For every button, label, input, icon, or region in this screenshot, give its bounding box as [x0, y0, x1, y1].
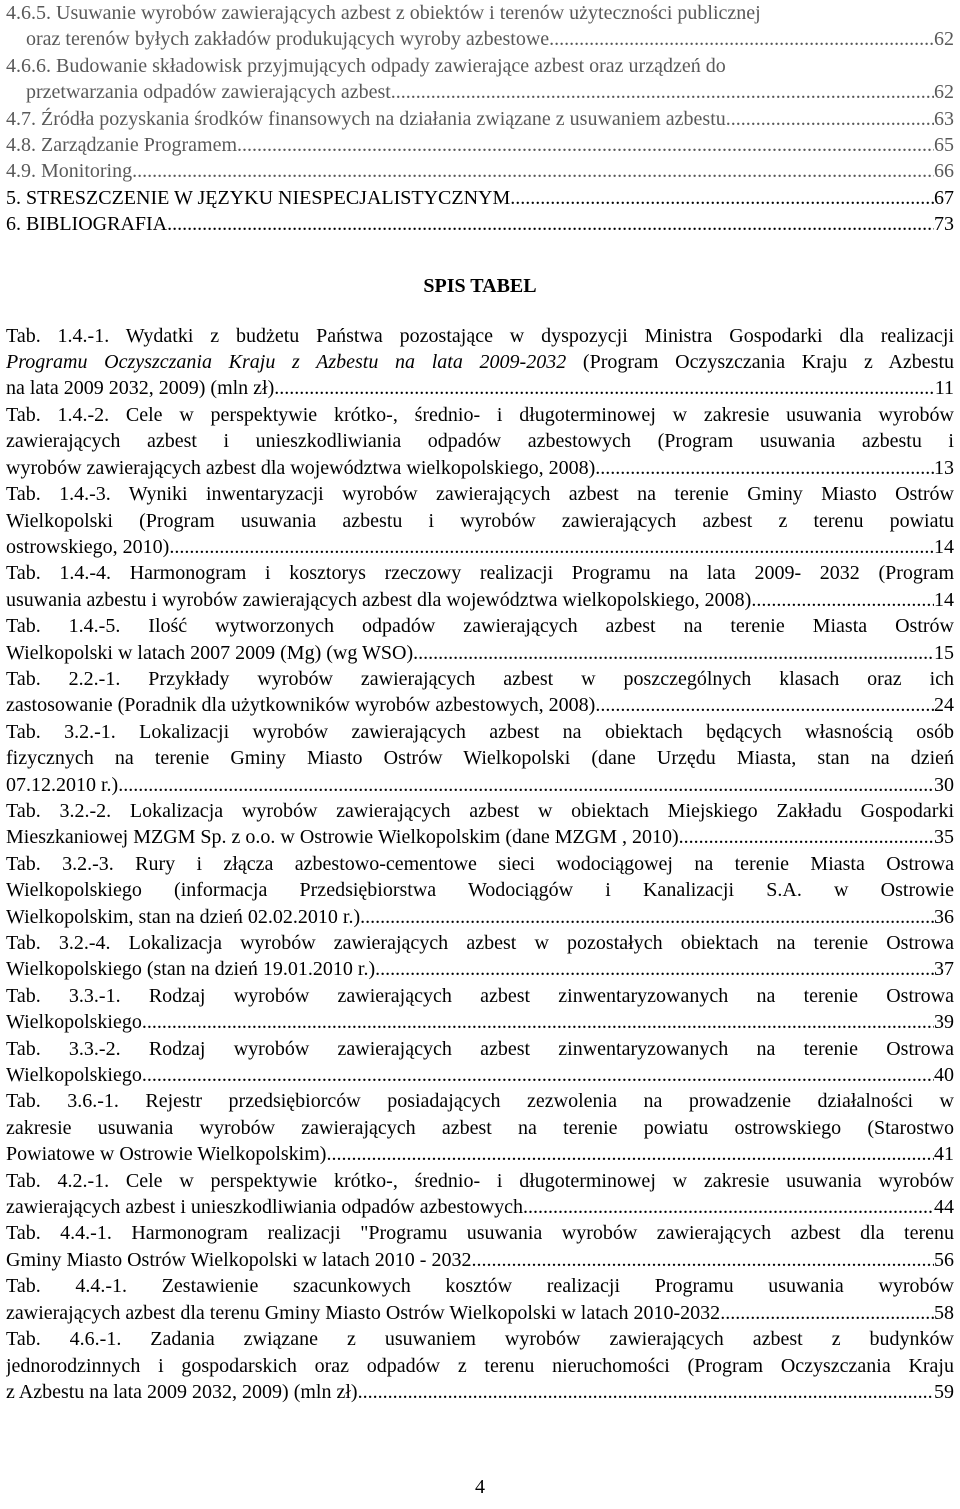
- table-page-number: 44: [934, 1196, 954, 1219]
- table-entry-last-line: [6, 956, 954, 982]
- dot-leader: [679, 824, 934, 850]
- table-page-number: 56: [934, 1248, 954, 1271]
- toc-page-number: 67: [934, 186, 954, 209]
- table-entry-line: Tab. 4.4.-1. Harmonogram realizacji "Programu usuwania wyrobów zawierających azbest dla terenu: [6, 1222, 954, 1245]
- table-entry: [6, 930, 954, 983]
- table-entry-line: Tab. 1.4.-1. Wydatki z budżetu Państwa pozostające w dyspozycji Ministra Gospodarki dla realizacji: [6, 324, 954, 347]
- table-entry-line: Tab. 4.6.-1. Zadania związane z usuwaniem wyrobów zawierających azbest z budynków: [6, 1328, 954, 1351]
- table-entry: [6, 402, 954, 481]
- table-entry: [6, 481, 954, 560]
- table-entry-last-line: [6, 692, 954, 718]
- table-entry-line: Tab. 2.2.-1. Przykłady wyrobów zawierających azbest w poszczególnych klasach oraz ich: [6, 667, 954, 690]
- toc-entry-4-7: [6, 106, 954, 132]
- table-entry-line: Tab. 3.3.-2. Rodzaj wyrobów zawierających azbest zinwentaryzowanych na terenie Ostrowa: [6, 1037, 954, 1060]
- table-entry: [6, 983, 954, 1036]
- dot-leader: [142, 1062, 934, 1088]
- table-entry-line: jednorodzinnych i gospodarskich oraz odpadów z terenu nieruchomości (Program Oczyszczania Kraju: [6, 1354, 954, 1377]
- table-entry-line: Tab. 3.2.-1. Lokalizacji wyrobów zawierających azbest na obiektach będących własnością osób: [6, 720, 954, 743]
- toc-page-number: 65: [934, 134, 954, 157]
- table-entry-last-line: [6, 534, 954, 560]
- table-of-contents: [6, 0, 954, 238]
- table-entry-line: fizycznych na terenie Gminy Miasto Ostrów Wielkopolski (dane Urzędu Miasta, stan na dzień: [6, 747, 954, 770]
- toc-entry-4-8: [6, 132, 954, 158]
- table-page-number: 41: [934, 1143, 954, 1166]
- program-title-italic: Programu Oczyszczania Kraju z Azbestu na lata 2009-2032: [6, 351, 567, 374]
- table-entry-text: Wielkopolskim, stan na dzień 02.02.2010 r.): [6, 905, 361, 928]
- dot-leader: [751, 587, 934, 613]
- table-page-number: 35: [934, 826, 954, 849]
- table-entry: [6, 613, 954, 666]
- table-entry-text: Wielkopolskiego: [6, 1064, 142, 1087]
- toc-page-number: 73: [934, 213, 954, 236]
- table-entry-text: Mieszkaniowej MZGM Sp. z o.o. w Ostrowie Wielkopolskim (dane MZGM , 2010): [6, 826, 679, 849]
- table-entry-text: Wielkopolski w latach 2007 2009 (Mg) (wg WSO): [6, 641, 414, 664]
- table-entry: [6, 851, 954, 930]
- table-entry-last-line: [6, 1009, 954, 1035]
- document-page: [6, 0, 954, 1405]
- table-entry: [6, 719, 954, 798]
- table-entry-line: zakresie usuwania wyrobów zawierających azbest na terenie powiatu ostrowskiego (Starostwo: [6, 1116, 954, 1139]
- toc-entry-4-6-6-line-1: 4.6.6. Budowanie składowisk przyjmujących odpady zawierające azbest oraz urządzeń do: [6, 54, 726, 77]
- table-entry-text: zawierających azbest dla terenu Gminy Miasto Ostrów Wielkopolski w latach 2010-2032: [6, 1301, 721, 1324]
- table-entry-line: Tab. 1.4.-3. Wyniki inwentaryzacji wyrobów zawierających azbest na terenie Gminy Miasto Ostrów: [6, 483, 954, 506]
- table-entry-line: Tab. 3.2.-2. Lokalizacja wyrobów zawierających azbest w obiektach Miejskiego Zakładu Gospodarki: [6, 799, 954, 822]
- dot-leader: [375, 956, 934, 982]
- table-entry: [6, 1220, 954, 1273]
- table-entry-text: Gminy Miasto Ostrów Wielkopolski w latach 2010 - 2032: [6, 1248, 472, 1271]
- toc-page-number: 63: [934, 107, 954, 130]
- table-entry: [6, 1326, 954, 1405]
- table-entry-line: Tab. 1.4.-2. Cele w perspektywie krótko-, średnio- i długoterminowej w zakresie usuwania wyrobów: [6, 403, 954, 426]
- dot-leader: [510, 185, 934, 211]
- dot-leader: [413, 640, 934, 666]
- dot-leader: [142, 1009, 934, 1035]
- table-entry-text: 07.12.2010 r.): [6, 773, 119, 796]
- dot-leader: [237, 132, 934, 158]
- table-page-number: 39: [934, 1011, 954, 1034]
- table-entry-line: Wielkopolski (Program usuwania azbestu i wyrobów zawierających azbest z terenu powiatu: [6, 509, 954, 532]
- table-entry-text: zawierających azbest i unieszkodliwiania odpadów azbestowych: [6, 1196, 524, 1219]
- table-entry-last-line: [6, 455, 954, 481]
- toc-page-number: 66: [934, 160, 954, 183]
- toc-page-number: 62: [934, 28, 954, 51]
- table-entry: [6, 323, 954, 402]
- dot-leader: [595, 455, 934, 481]
- toc-entry-text: 4.9. Monitoring: [6, 160, 133, 183]
- dot-leader: [523, 1194, 934, 1220]
- toc-entry-text: 5. STRESZCZENIE W JĘZYKU NIESPECJALISTYCZNYM: [6, 186, 511, 209]
- table-page-number: 40: [934, 1064, 954, 1087]
- table-page-number: 11: [934, 377, 954, 400]
- table-entry-line: Tab. 3.3.-1. Rodzaj wyrobów zawierających azbest zinwentaryzowanych na terenie Ostrowa: [6, 984, 954, 1007]
- table-entry-text: zastosowanie (Poradnik dla użytkowników wyrobów azbestowych, 2008): [6, 694, 596, 717]
- table-entry-last-line: [6, 1247, 954, 1273]
- table-entry-last-line: [6, 1141, 954, 1167]
- table-entry: [6, 666, 954, 719]
- dot-leader: [358, 1379, 934, 1405]
- table-entry-text: wyrobów zawierających azbest dla województwa wielkopolskiego, 2008): [6, 456, 596, 479]
- table-entry-text: Wielkopolskiego: [6, 1011, 142, 1034]
- table-entry-last-line: [6, 1300, 954, 1326]
- dot-leader: [360, 904, 934, 930]
- table-page-number: 58: [934, 1301, 954, 1324]
- dot-leader: [471, 1247, 934, 1273]
- toc-entry-text: 4.8. Zarządzanie Programem: [6, 134, 238, 157]
- dot-leader: [274, 375, 934, 401]
- table-page-number: 15: [934, 641, 954, 664]
- table-entry-line: Programu Oczyszczania Kraju z Azbestu na lata 2009-2032 (Program Oczyszczania Kraju z Azbestu: [6, 351, 954, 374]
- table-entry-line: Tab. 1.4.-5. Ilość wytworzonych odpadów zawierających azbest na terenie Miasta Ostrów: [6, 615, 954, 638]
- dot-leader: [726, 106, 934, 132]
- table-entry: [6, 798, 954, 851]
- list-of-tables: [6, 323, 954, 1406]
- table-entry: [6, 1273, 954, 1326]
- table-entry-last-line: [6, 1194, 954, 1220]
- table-entry: [6, 1036, 954, 1089]
- toc-entry-4-9: [6, 158, 954, 184]
- dot-leader: [549, 26, 934, 52]
- table-entry-line: Tab. 4.4.-1. Zestawienie szacunkowych kosztów realizacji Programu usuwania wyrobów: [6, 1275, 954, 1298]
- list-of-tables-heading: SPIS TABEL: [423, 274, 537, 297]
- table-entry-last-line: [6, 1062, 954, 1088]
- dot-leader: [118, 772, 934, 798]
- table-page-number: 14: [934, 535, 954, 558]
- table-entry: [6, 560, 954, 613]
- table-entry-last-line: [6, 375, 954, 401]
- dot-leader: [132, 158, 934, 184]
- table-entry-line: Tab. 4.2.-1. Cele w perspektywie krótko-, średnio- i długoterminowej w zakresie usuwania wyrobów: [6, 1169, 954, 1192]
- dot-leader: [595, 692, 934, 718]
- table-page-number: 13: [934, 456, 954, 479]
- table-page-number: 14: [934, 588, 954, 611]
- table-entry-last-line: [6, 904, 954, 930]
- toc-entry-4-6-5: [6, 26, 954, 52]
- toc-entry-text: 6. BIBLIOGRAFIA: [6, 213, 168, 236]
- toc-entry-text: przetwarzania odpadów zawierających azbest: [26, 81, 391, 104]
- page-number: 4: [475, 1476, 485, 1498]
- toc-entry-text: 4.7. Źródła pozyskania środków finansowych na działania związane z usuwaniem azbestu: [6, 107, 726, 130]
- table-entry: [6, 1088, 954, 1167]
- dot-leader: [169, 534, 934, 560]
- table-entry-line: Tab. 3.2.-4. Lokalizacja wyrobów zawierających azbest w pozostałych obiektach na terenie Ostrowa: [6, 932, 954, 954]
- table-page-number: 37: [934, 958, 954, 981]
- table-entry-last-line: [6, 640, 954, 666]
- dot-leader: [720, 1300, 934, 1326]
- table-entry-text: na lata 2009 2032, 2009) (mln zł): [6, 377, 275, 400]
- table-page-number: 36: [934, 905, 954, 928]
- table-entry-line: zawierających azbest i unieszkodliwiania odpadów azbestowych (Program usuwania azbestu i: [6, 430, 954, 453]
- table-entry-last-line: [6, 824, 954, 850]
- toc-page-number: 62: [934, 81, 954, 104]
- table-entry: [6, 1168, 954, 1221]
- toc-entry-6: [6, 211, 954, 237]
- table-entry-line: Tab. 3.6.-1. Rejestr przedsiębiorców posiadających zezwolenia na prowadzenie działalności w: [6, 1090, 954, 1113]
- dot-leader: [326, 1141, 934, 1167]
- table-entry-text: z Azbestu na lata 2009 2032, 2009) (mln zł): [6, 1380, 358, 1403]
- table-entry-last-line: [6, 587, 954, 613]
- toc-entry-5: [6, 185, 954, 211]
- table-page-number: 59: [934, 1380, 954, 1403]
- table-entry-line: Tab. 1.4.-4. Harmonogram i kosztorys rzeczowy realizacji Programu na lata 2009- 2032 (Program: [6, 562, 954, 585]
- table-entry-last-line: [6, 772, 954, 798]
- table-entry-line: Wielkopolskiego (informacja Przedsiębiorstwa Wodociągów i Kanalizacji S.A. w Ostrowie: [6, 879, 954, 902]
- table-entry-line: Tab. 3.2.-3. Rury i złącza azbestowo-cementowe sieci wodociągowej na terenie Miasta Ostrowa: [6, 852, 954, 875]
- toc-entry-4-6-6: [6, 79, 954, 105]
- dot-leader: [167, 211, 934, 237]
- toc-entry-text: oraz terenów byłych zakładów produkujących wyroby azbestowe: [26, 28, 550, 51]
- table-entry-last-line: [6, 1379, 954, 1405]
- dot-leader: [391, 79, 934, 105]
- table-entry-text: Wielkopolskiego (stan na dzień 19.01.2010 r.): [6, 958, 376, 981]
- table-entry-text: usuwania azbestu i wyrobów zawierających azbest dla województwa wielkopolskiego, 2008): [6, 588, 752, 611]
- table-page-number: 24: [934, 694, 954, 717]
- toc-entry-4-6-5-line-1: 4.6.5. Usuwanie wyrobów zawierających azbest z obiektów i terenów użyteczności publicznej: [6, 2, 761, 24]
- table-entry-text: Powiatowe w Ostrowie Wielkopolskim): [6, 1143, 327, 1166]
- table-entry-text: ostrowskiego, 2010): [6, 535, 170, 558]
- table-page-number: 30: [934, 773, 954, 796]
